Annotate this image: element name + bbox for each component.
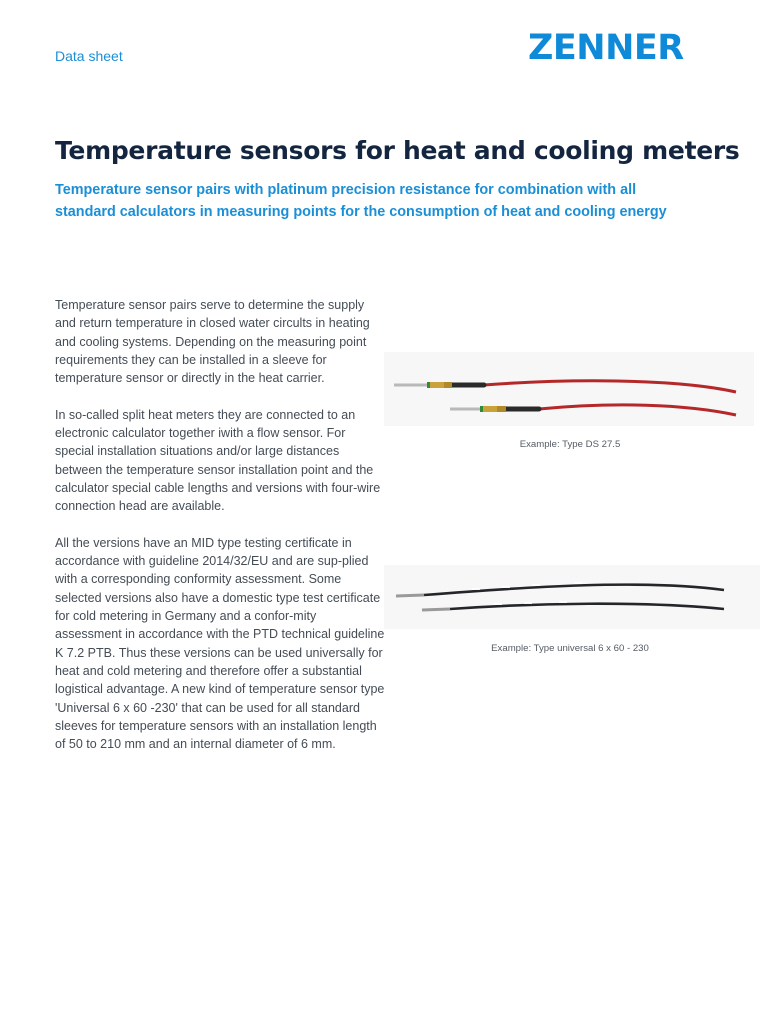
page-subtitle: Temperature sensor pairs with platinum precision resistance for combination with all standard calculators in measuring points for the consumption of heat and cooling energy <box>55 182 667 220</box>
body-paragraph: Temperature sensor pairs serve to determine the supply and return temperature in closed water circults in heating and cooling systems. Depending on the measuring point requirements they can be installed in a sleeve for temperature sensor or directly in the heat carrier. <box>55 298 370 386</box>
black-cable-sensor-pair-image <box>384 565 760 629</box>
red-cable-sensor-pair-image <box>384 352 754 426</box>
figure-caption: Example: Type universal 6 x 60 - 230 <box>491 643 649 654</box>
body-paragraph: In so-called split heat meters they are connected to an electronic calculator together iwith a flow sensor. For special installation situations and/or large distances between the temperature sensor installation point and the calculator special cable lengths and versions with four-wire connection head are available. <box>55 407 381 514</box>
doc-type-label: Data sheet <box>55 48 123 64</box>
body-text <box>55 296 385 772</box>
zenner-logo: ZENNER <box>528 28 684 68</box>
figure-caption: Example: Type DS 27.5 <box>519 439 621 450</box>
body-paragraph: All the versions have an MID type testing certificate in accordance with guideline 2014/32/EU and are sup-plied with a corresponding conformity assessment. Some selected versions also have a domestic type test certificate for cold metering in Germany and a confor-mity assessment in accordance with the PTD technical guideline K 7.2 PTB. Thus these versions can be used universally for heat and cold metering and therefore offer a substantial logistical advantage. A new kind of temperature sensor type 'Universal 6 x 60 -230' that can be used for all standard sleeves for temperature sensors with an installation length of 50 to 210 mm and an internal diameter of 6 mm. <box>55 535 385 752</box>
page-title: Temperature sensors for heat and cooling meters <box>55 136 740 165</box>
